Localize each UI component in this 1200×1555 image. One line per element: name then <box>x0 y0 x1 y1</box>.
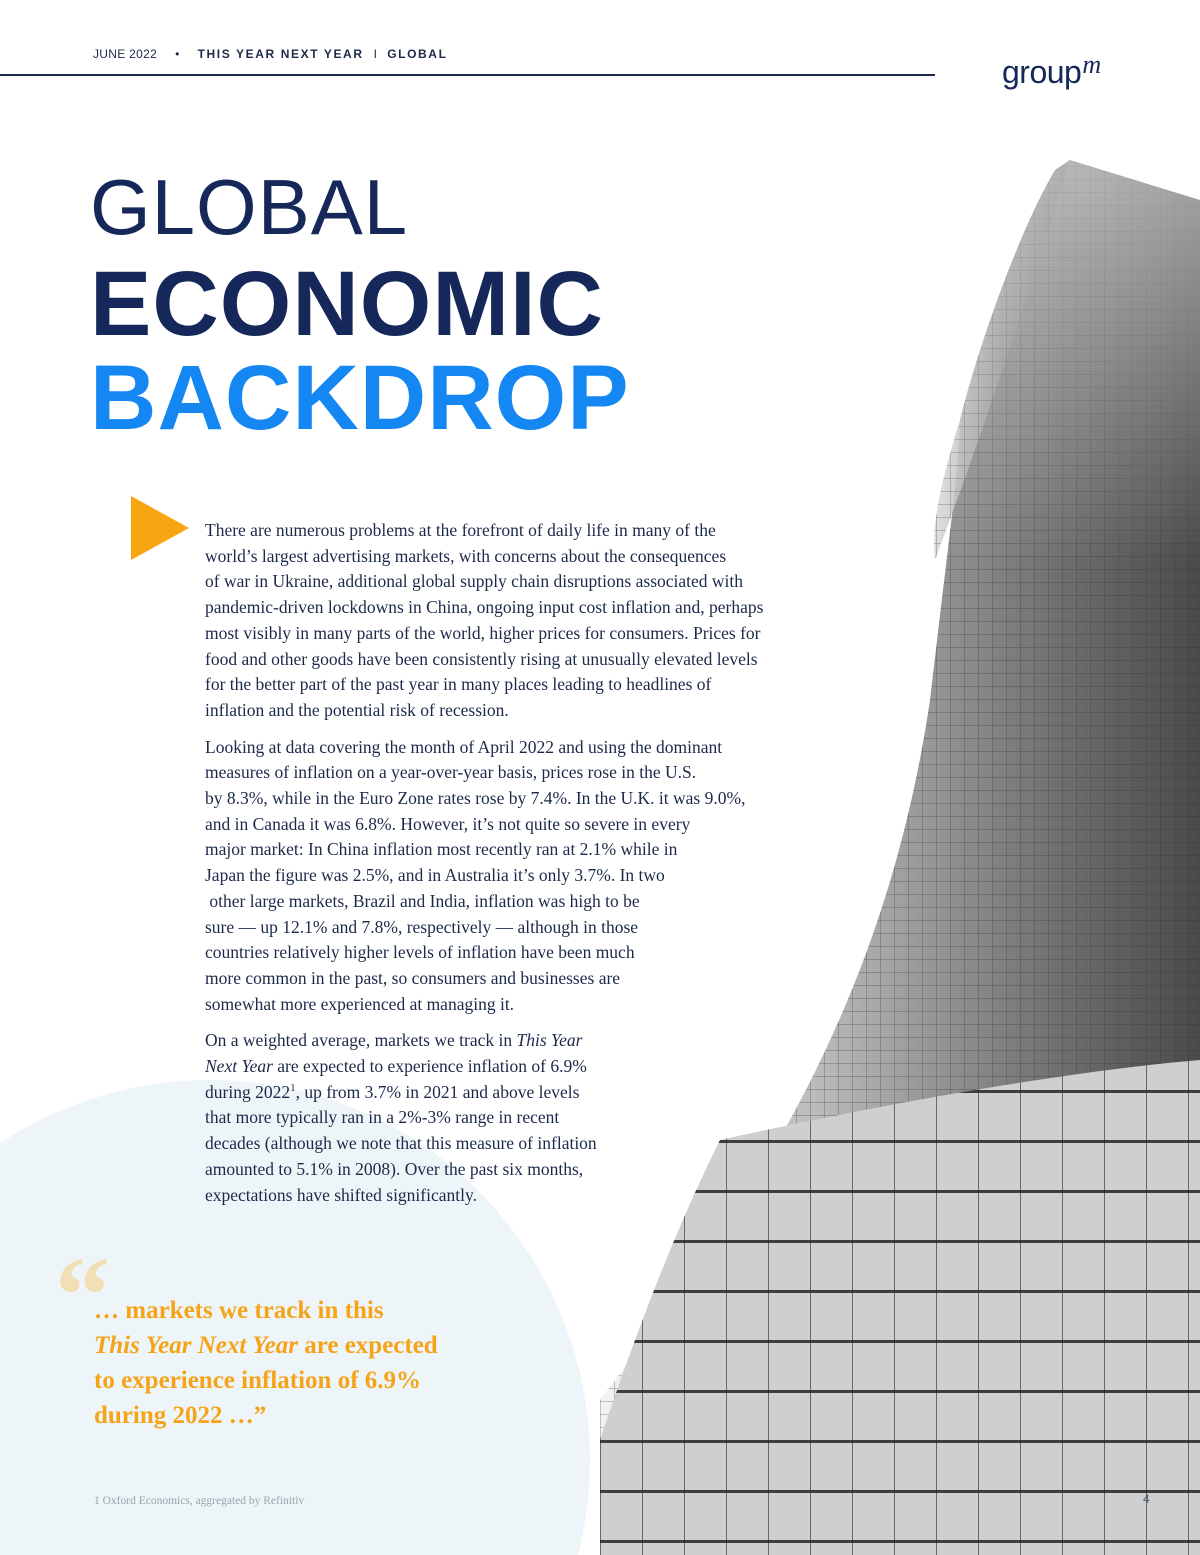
text-line: inflation and the potential risk of recession. <box>205 699 509 720</box>
footnote: 1 Oxford Economics, aggregated by Refinitiv <box>94 1495 305 1507</box>
text-line: more common in the past, so consumers and businesses are <box>205 967 621 988</box>
text-line: Japan the figure was 2.5%, and in Australia it’s only 3.7%. In two <box>205 865 665 886</box>
text-segment: are expected to experience inflation of 6.9% <box>272 1056 587 1077</box>
text-line: food and other goods have been consistently rising at unusually elevated levels <box>205 648 758 669</box>
text-line: major market: In China inflation most recently ran at 2.1% while in <box>205 839 678 860</box>
text-segment: On a weighted average, markets we track in <box>205 1030 517 1051</box>
text-line <box>205 1080 763 1106</box>
text-line: pandemic-driven lockdowns in China, ongoing input cost inflation and, perhaps <box>205 597 764 618</box>
text-line: expectations have shifted significantly. <box>205 1184 477 1205</box>
title-line-backdrop: BACKDROP <box>90 347 630 449</box>
body-text <box>205 518 763 1219</box>
text-line: and in Canada it was 6.8%. However, it’s not quite so severe in every <box>205 813 691 834</box>
text-line: sure — up 12.1% and 7.8%, respectively — although in those <box>205 916 639 937</box>
play-arrow-icon <box>131 496 189 560</box>
text-line: by 8.3%, while in the Euro Zone rates rose by 7.4%. In the U.K. it was 9.0%, <box>205 788 746 809</box>
text-line: world’s largest advertising markets, with concerns about the consequences <box>205 545 727 566</box>
quote-mark-icon: “ <box>55 1234 110 1356</box>
text-line: for the better part of the past year in many places leading to headlines of <box>205 674 712 695</box>
header-separator: I <box>373 47 378 61</box>
quote-line <box>94 1328 438 1363</box>
text-line: measures of inflation on a year-over-year basis, prices rose in the U.S. <box>205 762 697 783</box>
title-line-economic: ECONOMIC <box>90 253 604 355</box>
header-rule <box>0 74 935 76</box>
groupm-logo <box>1002 50 1101 91</box>
page-number: 4 <box>1143 1492 1150 1506</box>
footnote-reference: 1 <box>290 1081 296 1094</box>
header-publication: THIS YEAR NEXT YEAR <box>197 47 364 61</box>
publication-name: This Year Next Year <box>94 1332 298 1359</box>
quote-line: to experience inflation of 6.9% <box>94 1367 422 1394</box>
quote-line: during 2022 …” <box>94 1402 267 1429</box>
text-line: other large markets, Brazil and India, inflation was high to be <box>205 890 640 911</box>
text-line: of war in Ukraine, additional global supply chain disruptions associated with <box>205 571 744 592</box>
header-bullet: • <box>175 47 180 61</box>
paragraph-1 <box>205 518 763 724</box>
publication-name: This Year <box>516 1030 583 1051</box>
text-line: Looking at data covering the month of April 2022 and using the dominant <box>205 736 723 757</box>
paragraph-3 <box>205 1028 763 1208</box>
text-segment: are expected <box>297 1332 438 1359</box>
header-date: JUNE 2022 <box>93 47 158 61</box>
logo-superscript: m <box>1082 50 1101 79</box>
text-line <box>205 1054 763 1080</box>
text-segment: during 2022 <box>205 1081 291 1102</box>
text-segment: , up from 3.7% in 2021 and above levels <box>295 1081 580 1102</box>
running-header <box>93 47 448 61</box>
paragraph-2 <box>205 735 763 1018</box>
text-line: There are numerous problems at the forefront of daily life in many of the <box>205 520 716 540</box>
pull-quote <box>94 1293 438 1433</box>
quote-line: … markets we track in this <box>94 1297 384 1324</box>
header-region: GLOBAL <box>387 47 448 61</box>
publication-name: Next Year <box>205 1056 273 1077</box>
logo-text: group <box>1002 54 1082 90</box>
text-line: somewhat more experienced at managing it. <box>205 993 515 1014</box>
text-line: decades (although we note that this measure of inflation <box>205 1133 597 1154</box>
text-line: amounted to 5.1% in 2008). Over the past six months, <box>205 1158 584 1179</box>
text-line <box>205 1028 763 1054</box>
title-line-global: GLOBAL <box>90 163 409 251</box>
text-line: countries relatively higher levels of inflation have been much <box>205 942 635 963</box>
text-line: most visibly in many parts of the world, higher prices for consumers. Prices for <box>205 622 761 643</box>
text-line: that more typically ran in a 2%-3% range in recent <box>205 1107 560 1128</box>
